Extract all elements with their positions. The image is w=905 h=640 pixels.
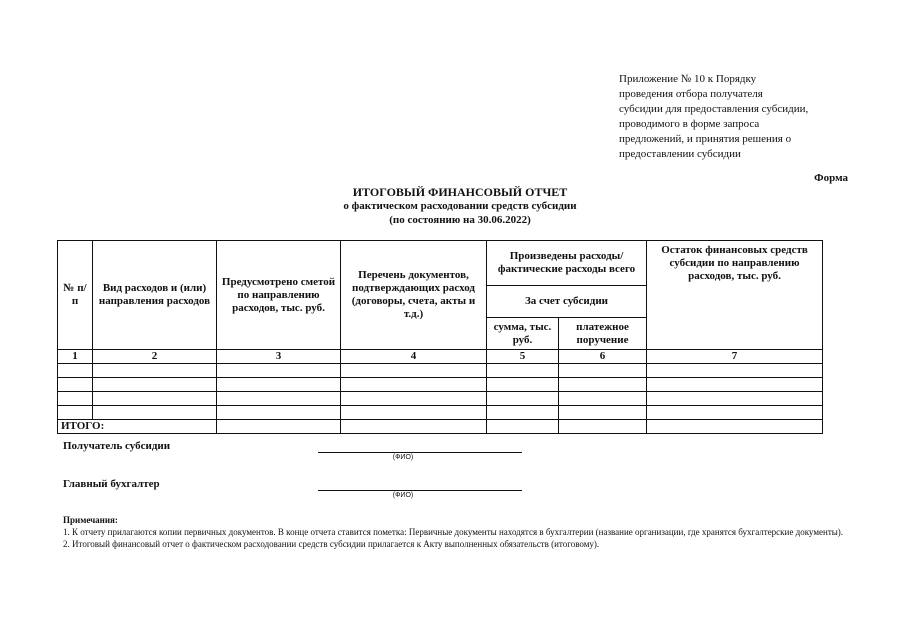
table-cell[interactable] [559, 364, 647, 378]
column-number: 5 [487, 350, 559, 364]
table-cell[interactable] [217, 406, 341, 420]
table-row [58, 378, 823, 392]
form-label: Форма [814, 172, 848, 184]
notes-title: Примечания: [63, 515, 118, 525]
table-cell[interactable] [93, 364, 217, 378]
total-label: ИТОГО: [58, 420, 217, 434]
table-cell[interactable] [487, 378, 559, 392]
total-cell[interactable] [647, 420, 823, 434]
recipient-fio-caption: (ФИО) [392, 454, 414, 461]
header-subsidy-funds: За счет субсидии [487, 286, 647, 318]
title-date: (по состоянию на 30.06.2022) [389, 214, 531, 226]
recipient-label: Получатель субсидии [63, 440, 171, 452]
appendix-line: Приложение № 10 к Порядку [619, 73, 757, 85]
total-cell[interactable] [217, 420, 341, 434]
column-number: 4 [341, 350, 487, 364]
total-cell[interactable] [341, 420, 487, 434]
report-title [200, 185, 720, 227]
table-cell[interactable] [93, 406, 217, 420]
header-expense-type: Вид расходов и (или) направления расходов [93, 241, 217, 350]
header-expenses-group: Произведены расходы/фактические расходы всего [487, 241, 647, 286]
column-number: 6 [559, 350, 647, 364]
column-number: 2 [93, 350, 217, 364]
total-cell[interactable] [559, 420, 647, 434]
header-remaining: Остаток финансовых средств субсидии по направлению расходов, тыс. руб. [647, 241, 823, 350]
column-number-row [58, 350, 823, 364]
title-subtitle: о фактическом расходовании средств субсидии [343, 200, 577, 212]
report-table [57, 240, 823, 434]
header-number: № п/п [58, 241, 93, 350]
table-cell[interactable] [217, 378, 341, 392]
table-cell[interactable] [559, 392, 647, 406]
table-cell[interactable] [487, 364, 559, 378]
table-cell[interactable] [58, 364, 93, 378]
table-cell[interactable] [58, 378, 93, 392]
table-cell[interactable] [647, 406, 823, 420]
notes-section [63, 514, 863, 550]
column-number: 1 [58, 350, 93, 364]
accountant-signature-line[interactable] [318, 478, 522, 491]
column-number: 3 [217, 350, 341, 364]
table-cell[interactable] [647, 378, 823, 392]
recipient-signature-line[interactable] [318, 440, 522, 453]
header-documents: Перечень документов, подтверждающих расход (договоры, счета, акты и т.д.) [341, 241, 487, 350]
header-amount: сумма, тыс. руб. [487, 318, 559, 350]
table-cell[interactable] [93, 392, 217, 406]
table-row [58, 364, 823, 378]
table-row [58, 392, 823, 406]
appendix-line: предложений, и принятия решения о [619, 133, 792, 145]
header-budgeted: Предусмотрено сметой по направлению расходов, тыс. руб. [217, 241, 341, 350]
accountant-label: Главный бухгалтер [63, 478, 160, 490]
note-item: 2. Итоговый финансовый отчет о фактическом расходовании средств субсидии прилагается к Акту выполненных обязательств (итоговому). [63, 539, 600, 549]
appendix-line: субсидии для предоставления субсидии, [619, 103, 809, 115]
table-cell[interactable] [647, 364, 823, 378]
accountant-fio-caption: (ФИО) [392, 492, 414, 499]
table-cell[interactable] [647, 392, 823, 406]
header-payment-order: платежное поручение [559, 318, 647, 350]
appendix-line: проводимого в форме запроса [619, 118, 760, 130]
appendix-line: предоставлении субсидии [619, 148, 741, 160]
table-cell[interactable] [58, 392, 93, 406]
column-number: 7 [647, 350, 823, 364]
table-cell[interactable] [341, 406, 487, 420]
title-main: ИТОГОВЫЙ ФИНАНСОВЫЙ ОТЧЕТ [352, 185, 568, 199]
total-row [58, 420, 823, 434]
note-item: 1. К отчету прилагаются копии первичных документов. В конце отчета ставится пометка: Первичные документы находятся в бухгалтерии (название организации, где хранятся бухгалтерские документы). [63, 527, 844, 537]
table-cell[interactable] [217, 392, 341, 406]
table-cell[interactable] [341, 364, 487, 378]
table-cell[interactable] [559, 406, 647, 420]
total-cell[interactable] [487, 420, 559, 434]
table-cell[interactable] [58, 406, 93, 420]
appendix-note [619, 72, 859, 162]
table-cell[interactable] [93, 378, 217, 392]
table-cell[interactable] [217, 364, 341, 378]
table-cell[interactable] [341, 378, 487, 392]
table-cell[interactable] [487, 406, 559, 420]
table-cell[interactable] [487, 392, 559, 406]
appendix-line: проведения отбора получателя [619, 88, 763, 100]
table-cell[interactable] [341, 392, 487, 406]
table-cell[interactable] [559, 378, 647, 392]
table-row [58, 406, 823, 420]
